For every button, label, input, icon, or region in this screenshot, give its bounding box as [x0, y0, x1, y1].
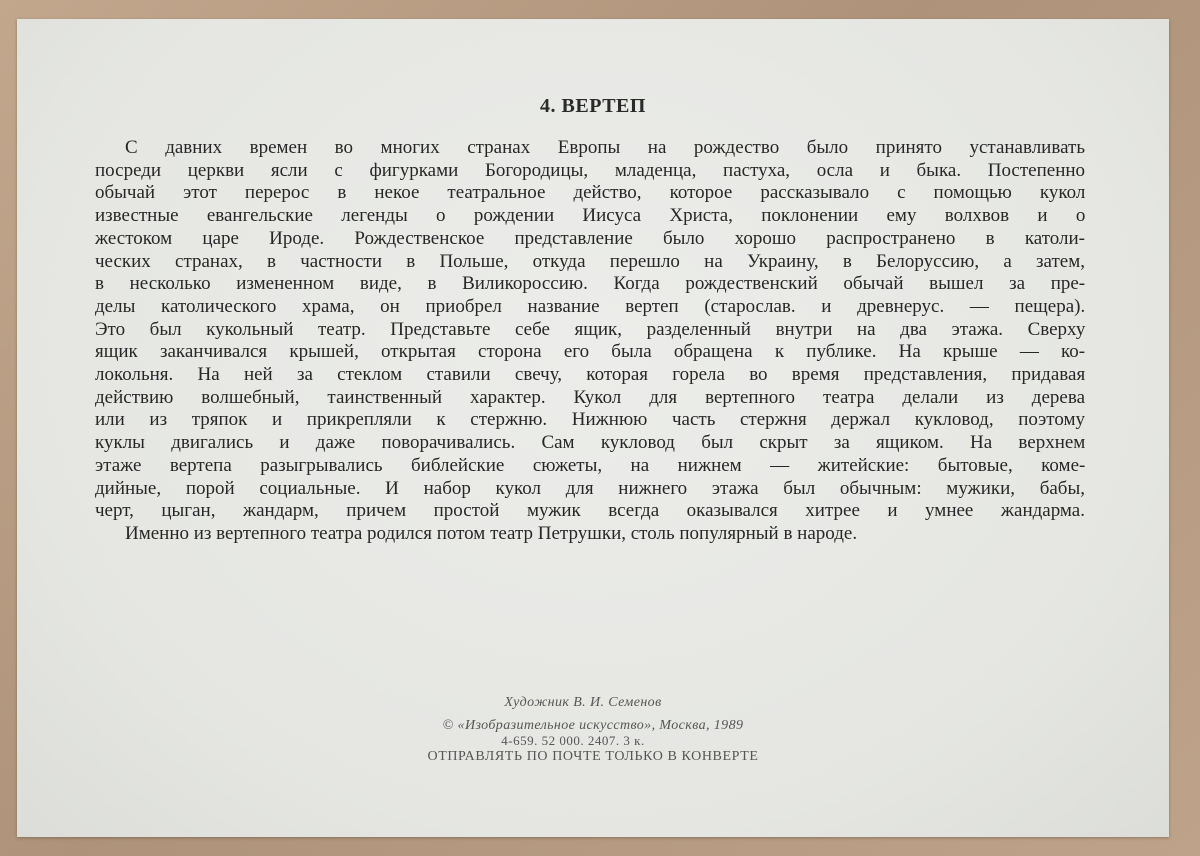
mail-notice: ОТПРАВЛЯТЬ ПО ПОЧТЕ ТОЛЬКО В КОНВЕРТЕ — [427, 749, 759, 764]
text-line: известные евангельские легенды о рождении Иисуса Христа, поклонении ему волхвов и о — [95, 205, 1086, 227]
text-line: жестоком царе Ироде. Рождественское представление было хорошо распространено в католи- — [95, 227, 1085, 249]
text-line: в несколько измененном виде, в Виликороссию. Когда рождественский обычай вышел за пре- — [95, 273, 1086, 295]
text-line: локольня. На ней за стеклом ставили свечу, которая горела во время представления, придавая — [95, 364, 1086, 386]
print-code: 4-659. 52 000. 2407. 3 к. — [501, 733, 645, 748]
text-line: черт, цыган, жандарм, причем простой мужик всегда оказывался хитрее и умнее жандарма. — [95, 500, 1085, 522]
text-line: посреди церкви ясли с фигурками Богородицы, младенца, пастуха, осла и быка. Постепенно — [95, 159, 1086, 181]
text-line: ящик заканчивался крышей, открытая сторона его была обращена к публике. На крыше — ко- — [95, 341, 1086, 363]
text-line: Это был кукольный театр. Представьте себе ящик, разделенный внутри на два этажа. Сверху — [95, 318, 1086, 340]
card-title: 4. ВЕРТЕП — [540, 95, 646, 117]
text-line: или из тряпок и прикрепляли к стержню. Нижнюю часть стержня держал кукловод, поэтому — [95, 409, 1085, 431]
postcard-back — [17, 19, 1169, 837]
artist-credit: Художник В. И. Семенов — [504, 695, 662, 710]
closing-paragraph: Именно из вертепного театра родился потом театр Петрушки, столь популярный в народе. — [125, 522, 858, 544]
text-line: делы католического храма, он приобрел название вертеп (старослав. и древнерус. — пещера). — [95, 295, 1086, 317]
imprint — [17, 695, 1169, 765]
text-line: этаже вертепа разыгрывались библейские сюжеты, на нижнем — житейские: бытовые, коме- — [95, 454, 1086, 476]
text-line: ческих странах, в частности в Польше, откуда перешло на Украину, в Белоруссию, а затем, — [95, 250, 1085, 272]
text-line: дийные, порой социальные. И набор кукол для нижнего этажа был обычным: мужики, бабы, — [95, 477, 1085, 499]
text-line: куклы двигались и даже поворачивались. Сам кукловод был скрыт за ящиком. На верхнем — [95, 432, 1086, 454]
text-line: обычай этот перерос в некое театральное действо, которое рассказывало с помощью кукол — [95, 182, 1086, 204]
text-line: действию волшебный, таинственный характер. Кукол для вертепного театра делали из дерева — [95, 386, 1085, 408]
text-line: С давних времен во многих странах Европы на рождество было принято устанавливать — [125, 137, 1085, 158]
description-text — [95, 137, 1085, 546]
publisher-credit: © «Изобразительное искусство», Москва, 1989 — [442, 718, 744, 733]
